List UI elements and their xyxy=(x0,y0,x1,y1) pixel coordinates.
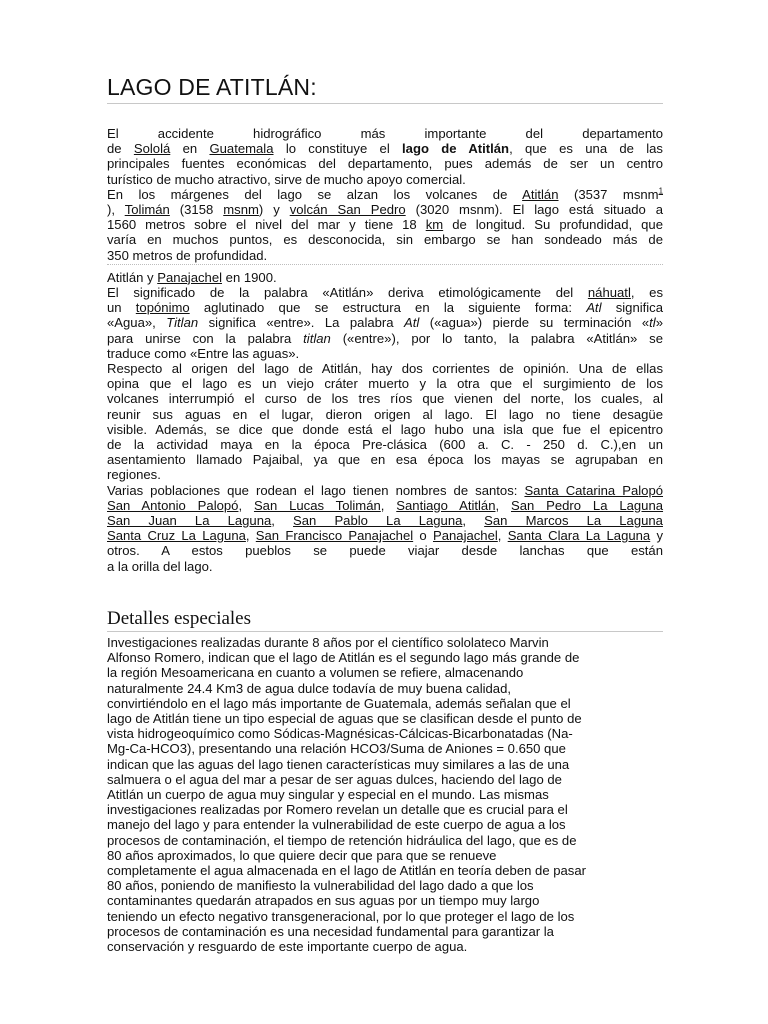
text-line: El accidente hidrográfico más importante del departamento xyxy=(107,126,663,141)
text-line: salmuera o el agua del mar a pesar de ser aguas dulces, haciendo del lago de xyxy=(107,771,562,787)
text-line: de Sololá en Guatemala lo constituye el lago de Atitlán, que es una de las xyxy=(107,141,663,157)
text-line: turístico de mucho atractivo, sirve de mucho apoyo comercial. xyxy=(107,171,466,187)
text-line: para unirse con la palabra titlan («entre»), por lo tanto, la palabra «Atitlán» se xyxy=(107,330,663,346)
volcanes-paragraph xyxy=(107,187,663,265)
footnote-link[interactable]: 1 xyxy=(658,186,664,196)
text-line: convirtiéndolo en el lago más importante de Guatemala, además señalan que el xyxy=(107,695,571,711)
text-line: 350 metros de profundidad. xyxy=(107,247,268,263)
text-line: procesos de contaminación es una necesidad fundamental para garantizar la xyxy=(107,923,554,939)
link-guatemala[interactable]: Guatemala xyxy=(209,141,274,157)
link-town[interactable]: San Marcos La Laguna xyxy=(484,513,663,529)
text-line: «Agua», Titlan significa «entre». La palabra Atl («agua») pierde su terminación «tl» xyxy=(107,315,663,331)
link-town[interactable]: San Juan La Laguna xyxy=(107,513,272,529)
text-line: Investigaciones realizadas durante 8 años por el científico sololateco Marvin xyxy=(107,634,549,650)
text-line: principales fuentes económicas del departamento, pues además de ser un centro xyxy=(107,156,663,172)
text-line: naturalmente 24.4 Km3 de agua dulce todavía de muy buena calidad, xyxy=(107,680,512,696)
link-toliman[interactable]: Tolimán xyxy=(124,202,170,218)
text-line: visible. Además, se dice que donde está el lago hubo una isla que fue el epicentro xyxy=(107,421,663,437)
document-page xyxy=(107,74,663,954)
text-line: traduce como «Entre las aguas». xyxy=(107,345,300,361)
significado-paragraph xyxy=(107,285,663,361)
text-line: regiones. xyxy=(107,467,161,483)
section-heading: Detalles especiales xyxy=(107,608,663,632)
text-line: opina que el lago es un viejo cráter muerto y la otra que el surgimiento de los xyxy=(107,376,663,392)
text-line: Alfonso Romero, indican que el lago de Atitlán es el segundo lago más grande de xyxy=(107,650,580,666)
link-town[interactable]: Santa Clara La Laguna xyxy=(507,528,651,544)
link-nahuatl[interactable]: náhuatl xyxy=(587,285,631,301)
text-line: completamente el agua almacenada en el lago de Atitlán en teoría deben de pasar xyxy=(107,862,586,878)
text-line: investigaciones realizadas por Romero revelan un detalle que es crucial para el xyxy=(107,802,568,818)
link-town[interactable]: San Pedro La Laguna xyxy=(510,497,664,513)
link-town[interactable]: San Francisco Panajachel xyxy=(255,528,414,544)
text-line: volcanes interrumpió el curso de los tres ríos que vienen del norte, los cuales, al xyxy=(107,391,663,407)
text-line: indican que las aguas del lago tienen características muy similares a las de una xyxy=(107,756,570,772)
text-line: contaminantes quedarán atrapados en sus aguas por un tiempo muy largo xyxy=(107,893,540,909)
link-solola[interactable]: Sololá xyxy=(133,141,171,157)
text-line: procesos de contaminación, el tiempo de retención hidráulica del lago, que es de xyxy=(107,832,577,848)
text-line: 80 años, poniendo de manifiesto la vulnerabilidad del lago dado a que los xyxy=(107,878,534,894)
text-line: Mg-Ca-HCO3), presentando una relación HCO3/Suma de Aniones = 0.650 que xyxy=(107,741,566,757)
text-line: reunir sus aguas en el lugar, dieron origen al lago. El lago no tiene desagüe xyxy=(107,406,663,422)
text-line: Santa Cruz La Laguna, San Francisco Panajachel o Panajachel, Santa Clara La Laguna y otros. A estos pueblos se puede viajar desde lanchas que están xyxy=(107,528,664,559)
link-town[interactable]: Santa Cruz La Laguna xyxy=(107,528,246,544)
link-panajachel[interactable]: Panajachel xyxy=(157,269,223,285)
text-line: de la actividad maya en la época Pre-clásica (600 a. C. - 250 d. C.),en un xyxy=(107,437,663,453)
text-line: lago de Atitlán tiene un tipo especial de aguas que se clasifican desde el punto de xyxy=(107,710,582,726)
link-atitlan[interactable]: Atitlán xyxy=(522,186,559,202)
image-caption: Atitlán y Panajachel en 1900. xyxy=(107,269,277,285)
link-msnm[interactable]: msnm xyxy=(223,202,259,218)
origen-paragraph xyxy=(107,361,663,483)
text-line: Respecto al origen del lago de Atitlán, hay dos corrientes de opinión. Una de ellas xyxy=(107,361,663,377)
text-line: Varias poblaciones que rodean el lago tienen nombres de santos: Santa Catarina Palopó xyxy=(107,482,664,498)
link-km[interactable]: km xyxy=(425,217,444,233)
text-line: vista hidrogeoquímico como Sódicas-Magnésicas-Cálcicas-Bicarbonatadas (Na- xyxy=(107,726,573,742)
text-line: teniendo un efecto negativo transgeneracional, por lo que proteger el lago de los xyxy=(107,908,575,924)
link-town[interactable]: San Lucas Tolimán xyxy=(253,497,381,513)
link-town[interactable]: Santa Catarina Palopó xyxy=(524,482,664,498)
link-town[interactable]: San Pablo La Laguna xyxy=(293,513,463,529)
link-town[interactable]: Santiago Atitlán xyxy=(396,497,496,513)
detalles-paragraph xyxy=(107,635,663,954)
text-line: manejo del lago y para entender la vulnerabilidad de este cuerpo de agua a los xyxy=(107,817,566,833)
text-line: ), Tolimán (3158 msnm) y volcán San Pedro (3020 msnm). El lago está situado a xyxy=(107,202,664,218)
text-line: El significado de la palabra «Atitlán» deriva etimológicamente del náhuatl, es xyxy=(107,285,664,301)
link-town[interactable]: San Antonio Palopó xyxy=(107,497,239,513)
text-line: En los márgenes del lago se alzan los volcanes de Atitlán (3537 msnm$^1$ xyxy=(107,186,664,202)
text-line: San Juan La Laguna, San Pablo La Laguna, San Marcos La Laguna xyxy=(107,513,663,529)
text-line: un topónimo aglutinado que se estructura en la siguiente forma: Atl significa xyxy=(107,300,664,316)
text-line: 1560 metros sobre el nivel del mar y tiene 18 km de longitud. Su profundidad, que xyxy=(107,217,663,233)
text-line: Atitlán un cuerpo de agua muy singular y especial en el mundo. Las mismas xyxy=(107,786,549,802)
poblaciones-paragraph xyxy=(107,483,663,574)
intro-paragraph xyxy=(107,126,663,187)
text-line: a la orilla del lago. xyxy=(107,558,213,574)
text-line: 80 años aproximados, lo que quiere decir que para que se renueve xyxy=(107,847,497,863)
link-panajachel-town[interactable]: Panajachel xyxy=(432,528,498,544)
link-toponimo[interactable]: topónimo xyxy=(135,300,190,316)
page-title: LAGO DE ATITLÁN: xyxy=(107,74,663,104)
text-line: asentamiento llamado Pajaibal, ya que en esa época los mayas se agrupaban en xyxy=(107,452,663,468)
text-line: varía en muchos puntos, es desconocida, sin embargo se han sondeado más de xyxy=(107,232,663,248)
link-volcan-san-pedro[interactable]: volcán San Pedro xyxy=(289,202,406,218)
text-line: San Antonio Palopó, San Lucas Tolimán, Santiago Atitlán, San Pedro La Laguna xyxy=(107,497,664,513)
text-line: la región Mesoamericana en cuanto a volumen se refiere, almacenando xyxy=(107,665,524,681)
text-line: conservación y resguardo de este importante cuerpo de agua. xyxy=(107,938,468,954)
bold-term: lago de Atitlán xyxy=(402,141,510,157)
